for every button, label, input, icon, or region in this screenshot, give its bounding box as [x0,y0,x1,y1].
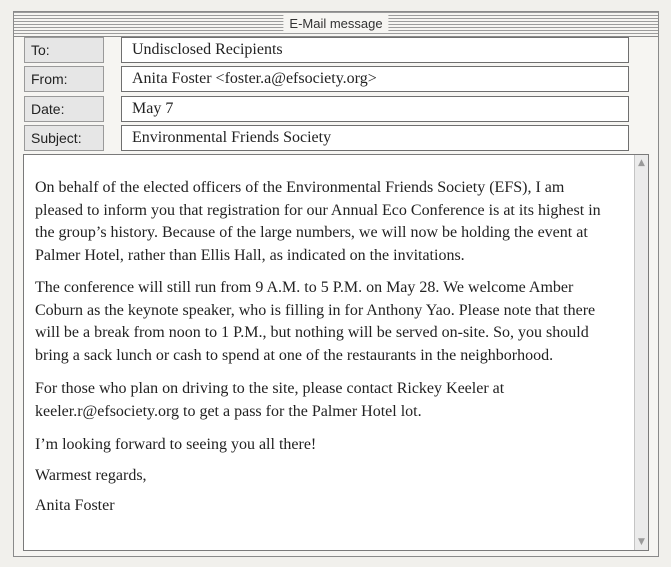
scroll-up-arrow-icon[interactable]: ▲ [638,158,645,168]
scroll-down-arrow-icon[interactable]: ▼ [638,537,645,547]
body-paragraph-4: I’m looking forward to seeing you all there! [35,436,317,453]
to-field[interactable]: Undisclosed Recipients [121,37,629,63]
window-titlebar[interactable] [14,12,658,37]
message-text [35,177,615,518]
window-title: E-Mail message [283,15,388,33]
subject-field[interactable]: Environmental Friends Society [121,125,629,151]
message-body[interactable] [23,154,649,551]
body-paragraph-3: For those who plan on driving to the site, please contact Rickey Keeler at keeler.r@efsociety.org to get a pass for the Palmer Hotel lot. [35,380,505,420]
date-field[interactable]: May 7 [121,96,629,122]
from-row [24,66,654,92]
body-paragraph-1: On behalf of the elected officers of the Environmental Friends Society (EFS), I am pleased to inform you that registration for our Annual Eco Conference is at its highest in the group’s history. Because of the large numbers, we will now be holding the event at Palmer Hotel, rather than Ellis Hall, as indicated on the invitations. [35,179,601,264]
to-label: To: [24,37,104,63]
from-label: From: [24,66,104,92]
body-signature: Anita Foster [35,497,115,514]
vertical-scrollbar[interactable] [634,155,648,550]
email-window [13,11,659,557]
body-closing: Warmest regards, [35,466,147,484]
subject-row [24,125,654,151]
subject-label: Subject: [24,125,104,151]
from-field[interactable]: Anita Foster <foster.a@efsociety.org> [121,66,629,92]
date-label: Date: [24,96,104,122]
body-paragraph-2: The conference will still run from 9 A.M. to 5 P.M. on May 28. We welcome Amber Coburn as the keynote speaker, who is filling in for Anthony Yao. Please note that there will be a break from noon to 1 P.M., but nothing will be served on-site. So, you should bring a sack lunch or cash to spend at one of the restaurants in the neighborhood. [35,279,596,364]
date-row [24,96,654,122]
to-row [24,37,654,63]
